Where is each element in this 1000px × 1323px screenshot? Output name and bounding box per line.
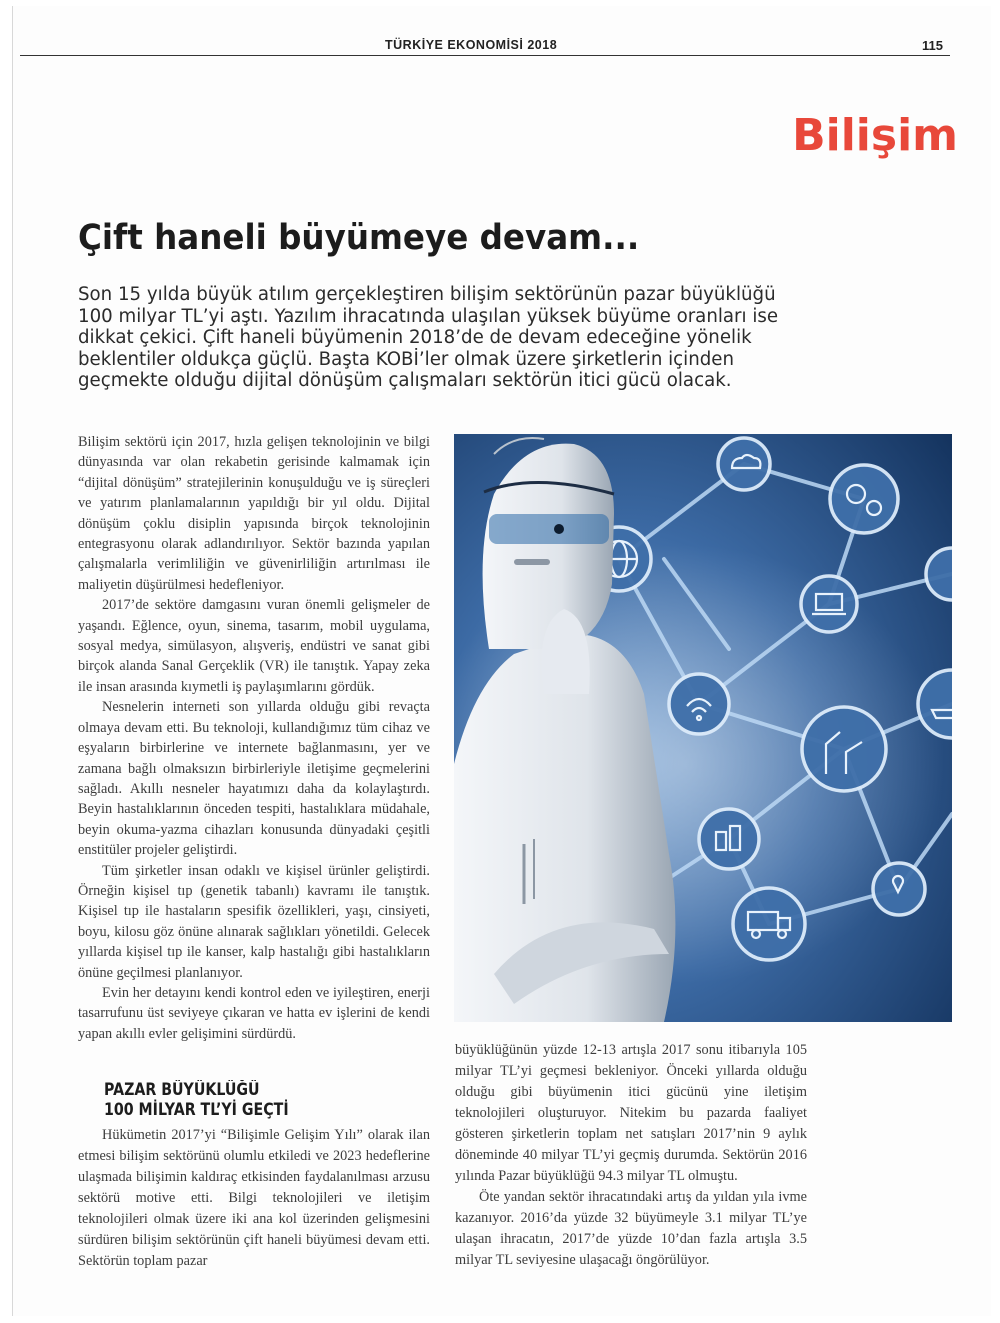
headline: Çift haneli büyümeye devam... — [78, 218, 640, 258]
body-paragraph: Öte yandan sektör ihracatındaki artış da yıldan yıla ivme kazanıyor. 2016’da yüzde 32 büyümeyle 3.1 milyar TL’ye ulaşan ihracatın, 2017’de yüzde 10’dan fazla artışla 3.5 milyar TL seviyesine ulaşacağı öngörülüyor. — [455, 1189, 807, 1268]
body-paragraph: Evin her detayını kendi kontrol eden ve iyileştiren, enerji tasarrufunu üst seviyeye çıkaran ve hatta ev işlerini de kendi yapan akıllı evler gelişimini sürdürdü. — [78, 984, 430, 1042]
body-paragraph: Hükümetin 2017’yi “Bilişimle Gelişim Yılı” olarak ilan etmesi bilişim sektörünü olumlu etkiledi ve 2023 hedeflerine ulaşmada bilişimin kaldıraç etkisinden faydalanılması arzusu sektörü motive etti. Bilgi teknolojileri ve iletişim teknolojileri olmak üzere iki ana kol üzerinden gelişmesini sürdüren bilişim sektörünün çift haneli büyümesi devam etti. Sektörün toplam pazar — [78, 1127, 430, 1269]
body-paragraph: Tüm şirketler insan odaklı ve kişisel ürünler geliştirdi. Örneğin kişisel tıp (genetik tabanlı) kavramı ile tanıştık. Kişisel tıp ile hastaların spesifik özellikleri, yaşı, cinsiyeti, boyu, kilosu göz önüne alınarak sağlıkları yönetildi. Gelecek yıllarda kişisel tıp ile kanser, kalp hastalığı gibi hastalıkların önüne geçilmesi planlanıyor. — [78, 862, 430, 981]
body-paragraph: Bilişim sektörü için 2017, hızla gelişen teknolojinin ve bilgi dünyasında var olan rekabetin gerisinde kalmamak için “dijital dönüşüm” stratejilerinin konuşulduğu ve iş süreçleri ve yatırım planlamalarının yapıldığı bir yıl oldu. Dijital dönüşüm çoklu disiplin yapısında birçok teknolojinin entegrasyonu olarak adlandırılıyor. Sektör bazında yapılan çalışmalarla verimliliğin ve güvenirliliğin artırılması ile maliyetin düşürülmesi hedefleniyor. — [78, 434, 430, 593]
running-title: TÜRKİYE EKONOMİSİ 2018 — [385, 38, 558, 52]
robot-arm-icon — [802, 707, 886, 791]
body-paragraph: 2017’de sektöre damgasını vuran önemli gelişmeler de yaşandı. Eğlence, oyun, sinema, tasarım, mobil uygulama, sosyal medya, simülasyon, alışveriş, endüstri ve sanat gibi birçok alanda Sanal Gerçeklik (VR) ile tanıştık. Yapay zeka ile insan arasında kıymetli iş paylaşımlarını gördük. — [78, 597, 430, 695]
robot-network-photo — [454, 434, 952, 1022]
body-column-right — [455, 1040, 807, 1271]
section-title: Bilişim — [792, 110, 958, 161]
subheading-line: 100 MİLYAR TL’Yİ GEÇTİ — [104, 1100, 289, 1119]
cloud-icon — [718, 438, 770, 490]
subheading — [104, 1080, 362, 1120]
body-paragraph: büyüklüğünün yüzde 12-13 artışla 2017 sonu itibarıyla 105 milyar TL’yi geçmesi bekleniyor. Önceki yıllarda olduğu olduğu gibi büyümenin itici gücünü yine iletişim teknolojileri oluşturuyor. Nitekim bu pazarda faaliyet gösteren şirketlerin toplam net satışları 2017’nin 9 aylık döneminde 40 milyar TL’yi geçmiş durumda. Sektörün 2016 yılında Pazar büyüklüğü 94.3 milyar TL olmuştu. — [455, 1042, 807, 1184]
laptop-icon — [801, 576, 857, 632]
page-number: 115 — [922, 38, 943, 53]
body-column-left — [78, 432, 430, 1044]
lead-paragraph: Son 15 yılda büyük atılım gerçekleştiren bilişim sektörünün pazar büyüklüğü 100 milyar TL’yi aştı. Yazılım ihracatında ulaşılan yüksek büyüme oranları ise dikkat çekici. Çift haneli büyümenin 2018’de de devam edeceğine yönelik beklentiler oldukça güçlü. Başta KOBİ’ler olmak üzere şirketlerin içinden geçmekte olduğu dijital dönüşüm çalışmaları sektörün itici gücü olacak. — [78, 284, 779, 392]
header-rule — [20, 55, 950, 56]
subheading-line: PAZAR BÜYÜKLÜĞÜ — [104, 1080, 260, 1099]
truck-icon — [733, 888, 805, 960]
body-paragraph: Nesnelerin interneti son yıllarda olduğu gibi revaçta olmaya devam etti. Bu teknoloji, kullandığımız tüm cihaz ve eşyaların birbirlerine ve internete bağlanmasını, yer ve zamana bağlı olmaksızın birbirleriyle iletişime geçmelerini sağladı. Akıllı nesneler hayatımızı daha da kolaylaştırdı. Beyin hastalıklarının önceden tespiti, hastalıklara müdahale, beyin okuma-yazma cihazları konusunda dünyadaki çeşitli enstitüler projeler geliştirdi. — [78, 699, 430, 859]
body-column-left-bottom — [78, 1125, 430, 1272]
wifi-icon — [669, 674, 729, 734]
